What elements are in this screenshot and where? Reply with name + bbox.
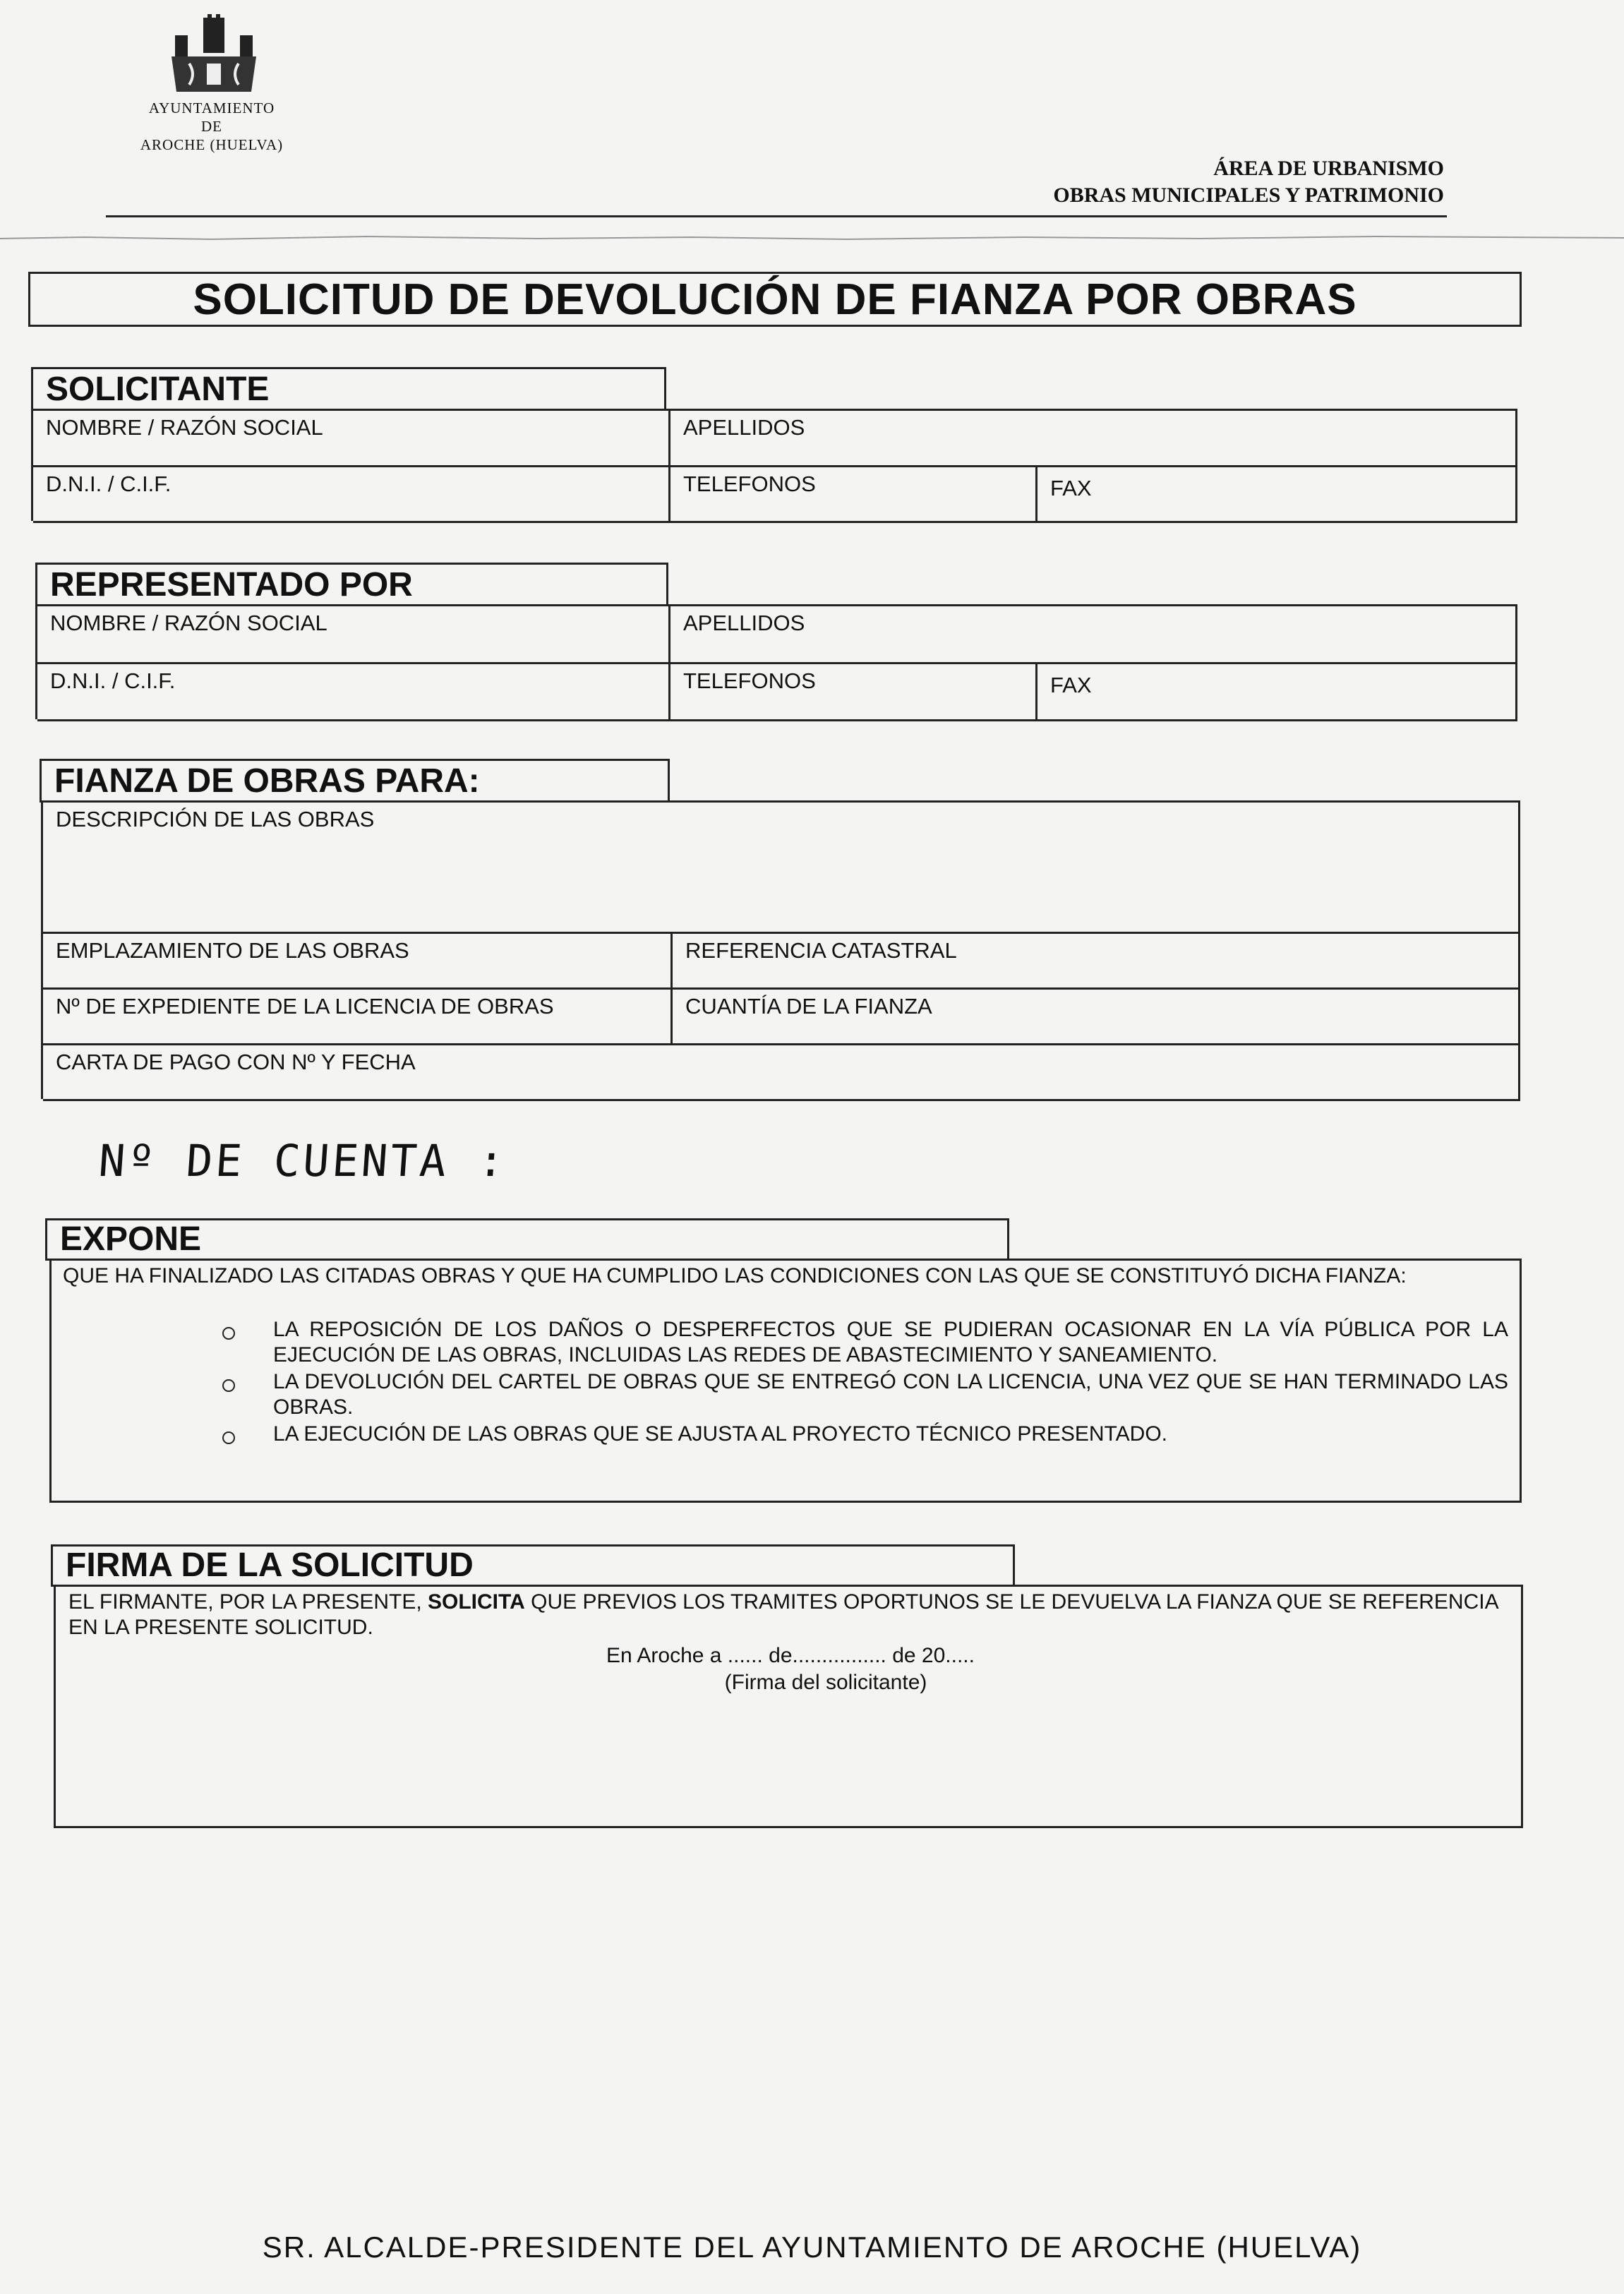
- expone-bullet-2: LA DEVOLUCIÓN DEL CARTEL DE OBRAS QUE SE ENTREGÓ CON LA LICENCIA, UNA VEZ QUE SE HAN TERMINADO LAS OBRAS.: [273, 1370, 1508, 1419]
- representado-dni-field[interactable]: [37, 664, 670, 721]
- representado-apellidos-field[interactable]: [670, 606, 1517, 664]
- section-header-expone: [45, 1218, 1009, 1261]
- firma-text-start: EL FIRMANTE, POR LA PRESENTE,: [68, 1590, 428, 1614]
- council-line-1: AYUNTAMIENTO: [148, 100, 275, 116]
- council-name: [106, 99, 318, 154]
- handwritten-account-number: Nº DE CUENTA :: [97, 1135, 510, 1187]
- title-box: [28, 272, 1522, 327]
- expone-heading: EXPONE: [60, 1220, 202, 1258]
- solicitante-telefonos-label: TELEFONOS: [683, 472, 816, 496]
- solicitante-table: [31, 409, 1517, 521]
- section-header-fianza: [40, 759, 670, 803]
- fianza-cuantia-label: CUANTÍA DE LA FIANZA: [685, 994, 932, 1019]
- solicitante-dni-field[interactable]: [33, 467, 670, 523]
- representado-nombre-label: NOMBRE / RAZÓN SOCIAL: [50, 611, 327, 635]
- expone-bullet-3: LA EJECUCIÓN DE LAS OBRAS QUE SE AJUSTA AL PROYECTO TÉCNICO PRESENTADO.: [273, 1422, 1168, 1446]
- representado-heading: REPRESENTADO POR: [50, 566, 413, 603]
- solicitante-nombre-field[interactable]: [33, 411, 670, 467]
- solicitante-nombre-label: NOMBRE / RAZÓN SOCIAL: [46, 415, 323, 440]
- fianza-cuantia-field[interactable]: [673, 990, 1520, 1045]
- fianza-carta-label: CARTA DE PAGO CON Nº Y FECHA: [56, 1050, 416, 1074]
- solicitante-heading: SOLICITANTE: [46, 371, 270, 408]
- solicitante-fax-label: FAX: [1050, 476, 1092, 500]
- fianza-referencia-label: REFERENCIA CATASTRAL: [685, 938, 957, 963]
- bullet-icon: [222, 1327, 235, 1340]
- fianza-descripcion-label: DESCRIPCIÓN DE LAS OBRAS: [56, 807, 375, 831]
- expone-bullet-1: LA REPOSICIÓN DE LOS DAÑOS O DESPERFECTOS QUE SE PUDIERAN OCASIONAR EN LA VÍA PÚBLICA POR LA EJECUCIÓN DE LAS OBRAS, INCLUIDAS LAS REDES DE ABASTECIMIENTO Y SANEAMIENTO.: [273, 1318, 1508, 1367]
- municipal-crest-logo: [168, 14, 260, 99]
- firma-heading: FIRMA DE LA SOLICITUD: [66, 1547, 474, 1584]
- section-header-representado: [35, 563, 668, 606]
- solicitante-apellidos-label: APELLIDOS: [683, 415, 805, 440]
- fianza-expediente-field[interactable]: [43, 990, 673, 1045]
- firma-box[interactable]: [54, 1585, 1523, 1828]
- solicitante-apellidos-field[interactable]: [670, 411, 1517, 467]
- section-header-firma: [51, 1544, 1015, 1587]
- representado-telefonos-field[interactable]: [670, 664, 1037, 721]
- fianza-heading: FIANZA DE OBRAS PARA:: [54, 762, 480, 800]
- fianza-expediente-label: Nº DE EXPEDIENTE DE LA LICENCIA DE OBRAS: [56, 994, 554, 1019]
- signature-label: (Firma del solicitante): [724, 1671, 927, 1694]
- department-line-2: OBRAS MUNICIPALES Y PATRIMONIO: [1053, 184, 1444, 207]
- header-divider: [106, 215, 1447, 217]
- form-title: SOLICITUD DE DEVOLUCIÓN DE FIANZA POR OBRAS: [193, 275, 1357, 324]
- bullet-icon: [222, 1379, 235, 1392]
- department-line-1: ÁREA DE URBANISMO: [1213, 157, 1444, 180]
- expone-intro: QUE HA FINALIZADO LAS CITADAS OBRAS Y QUE HA CUMPLIDO LAS CONDICIONES CON LAS QUE SE CONSTITUYÓ DICHA FIANZA:: [63, 1264, 1407, 1287]
- representado-telefonos-label: TELEFONOS: [683, 668, 816, 693]
- firma-text: [68, 1590, 1508, 1640]
- bullet-icon: [222, 1431, 235, 1444]
- fianza-emplazamiento-field[interactable]: [43, 934, 673, 990]
- solicitante-fax-field[interactable]: [1037, 467, 1517, 523]
- representado-table: [35, 604, 1517, 719]
- department-heading: [879, 155, 1444, 209]
- firma-solicita-bold: SOLICITA: [428, 1590, 525, 1614]
- representado-dni-label: D.N.I. / C.I.F.: [50, 668, 176, 693]
- representado-fax-field[interactable]: [1037, 664, 1517, 721]
- fianza-emplazamiento-label: EMPLAZAMIENTO DE LAS OBRAS: [56, 938, 409, 963]
- council-line-2: DE: [201, 118, 222, 135]
- fianza-carta-field[interactable]: [43, 1045, 1520, 1101]
- fianza-descripcion-field[interactable]: [43, 803, 1520, 934]
- representado-apellidos-label: APELLIDOS: [683, 611, 805, 635]
- fianza-table: [41, 800, 1520, 1099]
- addressee-footer: SR. ALCALDE-PRESIDENTE DEL AYUNTAMIENTO DE AROCHE (HUELVA): [262, 2230, 1362, 2264]
- paper-tear-edge: [0, 233, 1624, 243]
- firma-text-end: QUE PREVIOS LOS TRAMITES OPORTUNOS SE LE DEVUELVA LA FIANZA QUE SE REFERENCIA EN LA PRESENTE SOLICITUD.: [68, 1590, 1498, 1639]
- section-header-solicitante: [31, 367, 666, 411]
- representado-nombre-field[interactable]: [37, 606, 670, 664]
- solicitante-dni-label: D.N.I. / C.I.F.: [46, 472, 172, 496]
- fianza-referencia-field[interactable]: [673, 934, 1520, 990]
- expone-box: [49, 1259, 1522, 1503]
- solicitante-telefonos-field[interactable]: [670, 467, 1037, 523]
- representado-fax-label: FAX: [1050, 673, 1092, 697]
- council-line-3: AROCHE (HUELVA): [140, 136, 284, 153]
- place-date-line: En Aroche a ...... de................ de 20.....: [606, 1644, 975, 1667]
